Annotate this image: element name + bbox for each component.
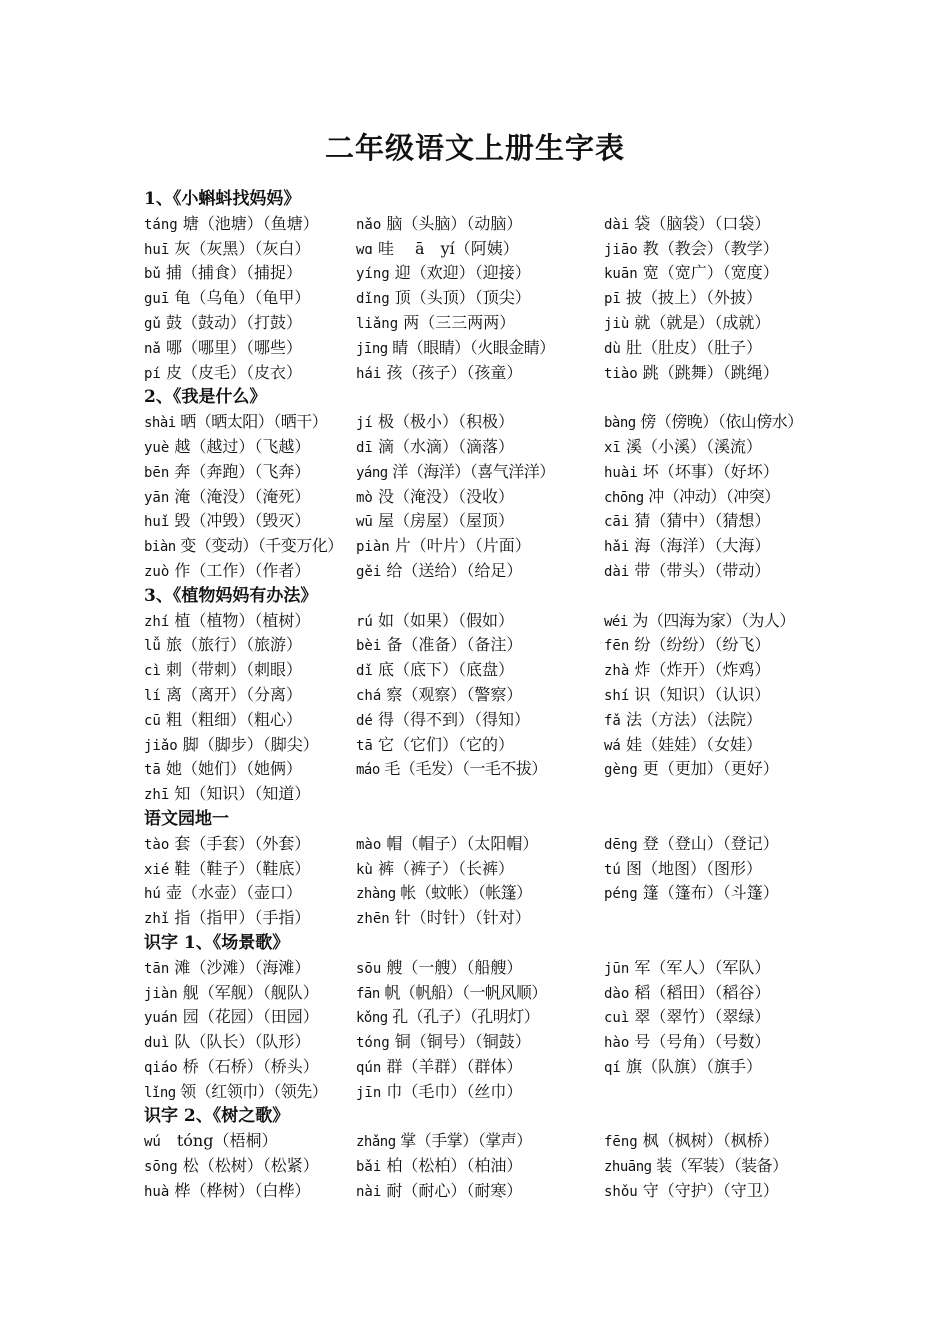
character-entry: rú 如（如果）（假如） xyxy=(356,610,514,630)
character-entry: jiāo 教（教会）（教学） xyxy=(604,238,779,258)
character-entry: jí 极（极小）（积极） xyxy=(356,412,514,432)
character-row xyxy=(144,1030,814,1055)
character-row xyxy=(144,733,814,758)
character-entry: xī 溪（小溪）（溪流） xyxy=(604,436,762,456)
character-entry: zhà 炸（炸开）（炸鸡） xyxy=(604,660,771,680)
character-entry: piàn 片（叶片）（片面） xyxy=(356,536,531,556)
character-entry: zhuāng 装（军装）（装备） xyxy=(604,1156,788,1176)
character-entry: dài 带（带头）（带动） xyxy=(604,560,771,580)
section-heading: 3、《植物妈妈有办法》 xyxy=(144,585,318,606)
character-row xyxy=(144,1154,814,1179)
character-entry: lí 离（离开）（分离） xyxy=(144,684,302,704)
character-entry: sōu 艘（一艘）（船艘） xyxy=(356,957,523,977)
character-entry: jiǎo 脚（脚步）（脚尖） xyxy=(144,734,319,754)
character-entry: tóng 铜（铜号）（铜鼓） xyxy=(356,1032,531,1052)
character-entry: yuán 园（花园）（田园） xyxy=(144,1007,319,1027)
character-entry: fēn 纷（纷纷）（纷飞） xyxy=(604,635,771,655)
character-entry: shài 晒（晒太阳）（晒干） xyxy=(144,412,328,432)
character-entry: bēn 奔（奔跑）（飞奔） xyxy=(144,461,311,481)
character-row xyxy=(144,336,814,361)
section-heading: 语文园地一 xyxy=(144,808,229,829)
character-entry: gěi 给（送给）（给足） xyxy=(356,560,523,580)
character-row xyxy=(144,757,814,782)
character-entry: dēng 登（登山）（登记） xyxy=(604,833,779,853)
character-row xyxy=(144,212,814,237)
character-entry: bèi 备（准备）（备注） xyxy=(356,635,523,655)
character-entry: liǎng 两（三三两两） xyxy=(356,312,516,332)
character-entry: tào 套（手套）（外套） xyxy=(144,833,311,853)
character-row xyxy=(144,509,814,534)
character-row xyxy=(144,559,814,584)
character-entry: máo 毛（毛发）（一毛不拔） xyxy=(356,759,547,779)
character-entry: biàn 变（变动）（千变万化） xyxy=(144,536,343,556)
character-entry: gèng 更（更加）（更好） xyxy=(604,759,779,779)
character-entry: wéi 为（四海为家）（为人） xyxy=(604,610,795,630)
character-entry: yíng 迎（欢迎）（迎接） xyxy=(356,263,531,283)
character-entry: guī 龟（乌龟）（龟甲） xyxy=(144,288,311,308)
character-entry: zhí 植（植物）（植树） xyxy=(144,610,311,630)
character-entry: wú tóng（梧桐） xyxy=(144,1131,278,1151)
character-entry: pī 披（披上）（外披） xyxy=(604,288,762,308)
character-entry: duì 队（队长）（队形） xyxy=(144,1032,311,1052)
character-row xyxy=(144,981,814,1006)
character-entry: kuān 宽（宽广）（宽度） xyxy=(604,263,779,283)
page-title: 二年级语文上册生字表 xyxy=(324,131,625,165)
character-entry: zhǐ 指（指甲）（手指） xyxy=(144,908,311,928)
character-entry: huà 桦（桦树）（白桦） xyxy=(144,1180,311,1200)
character-entry: zhǎng 掌（手掌）（掌声） xyxy=(356,1131,532,1151)
character-entry: nǎo 脑（头脑）（动脑） xyxy=(356,213,523,233)
character-entry: zhī 知（知识）（知道） xyxy=(144,784,311,804)
character-entry: tā 它（它们）（它的） xyxy=(356,734,514,754)
character-row xyxy=(144,832,814,857)
character-entry: cì 刺（带刺）（刺眼） xyxy=(144,660,302,680)
section-heading: 识字 1、《场景歌》 xyxy=(144,932,290,953)
character-entry: cāi 猜（猜中）（猜想） xyxy=(604,511,771,531)
character-entry: gǔ 鼓（鼓动）（打鼓） xyxy=(144,312,302,332)
character-row xyxy=(144,658,814,683)
character-entry: táng 塘（池塘）（鱼塘） xyxy=(144,213,319,233)
character-row xyxy=(144,435,814,460)
character-row xyxy=(144,857,814,882)
character-entry: péng 篷（篷布）（斗篷） xyxy=(604,883,779,903)
character-entry: yáng 洋（海洋）（喜气洋洋） xyxy=(356,461,555,481)
character-entry: qiáo 桥（石桥）（桥头） xyxy=(144,1056,319,1076)
character-entry: qí 旗（队旗）（旗手） xyxy=(604,1056,762,1076)
character-row xyxy=(144,1179,814,1204)
character-entry: dī 滴（水滴）（滴落） xyxy=(356,436,514,456)
character-row xyxy=(144,609,814,634)
section-heading: 识字 2、《树之歌》 xyxy=(144,1106,290,1127)
character-entry: lǚ 旅（旅行）（旅游） xyxy=(144,635,302,655)
character-row xyxy=(144,1055,814,1080)
character-row xyxy=(144,485,814,510)
character-entry: dù 肚（肚皮）（肚子） xyxy=(604,337,762,357)
character-row xyxy=(144,361,814,386)
character-entry: bǎi 柏（松柏）（柏油） xyxy=(356,1156,523,1176)
character-row xyxy=(144,1080,814,1105)
character-entry: hǎi 海（海洋）（大海） xyxy=(604,536,771,556)
character-entry: qún 群（羊群）（群体） xyxy=(356,1056,523,1076)
character-entry: huài 坏（坏事）（好坏） xyxy=(604,461,779,481)
character-row xyxy=(144,906,814,931)
character-entry: fǎ 法（方法）（法院） xyxy=(604,709,762,729)
character-row xyxy=(144,460,814,485)
character-entry: cuì 翠（翠竹）（翠绿） xyxy=(604,1007,771,1027)
character-row xyxy=(144,683,814,708)
character-entry: chá 察（观察）（警察） xyxy=(356,684,523,704)
character-entry: wá 娃（娃娃）（女娃） xyxy=(604,734,762,754)
character-row xyxy=(144,1005,814,1030)
character-entry: fēng 枫（枫树）（枫桥） xyxy=(604,1131,779,1151)
character-row xyxy=(144,410,814,435)
character-entry: zhēn 针（时针）（针对） xyxy=(356,908,531,928)
character-entry: xié 鞋（鞋子）（鞋底） xyxy=(144,858,311,878)
character-row xyxy=(144,534,814,559)
character-entry: wɑ 哇 ā yí（阿姨） xyxy=(356,238,519,258)
character-entry: fān 帆（帆船）（一帆风顺） xyxy=(356,982,547,1002)
character-entry: bàng 傍（傍晚）（依山傍水） xyxy=(604,412,803,432)
character-entry: dǐ 底（底下）（底盘） xyxy=(356,660,514,680)
character-entry: pí 皮（皮毛）（皮衣） xyxy=(144,362,302,382)
character-entry: jīn 巾（毛巾）（丝巾） xyxy=(356,1081,523,1101)
character-entry: jīng 睛（眼睛）（火眼金睛） xyxy=(356,337,555,357)
character-row xyxy=(144,881,814,906)
character-entry: jūn 军（军人）（军队） xyxy=(604,957,771,977)
character-entry: kù 裤（裤子）（长裤） xyxy=(356,858,514,878)
character-row xyxy=(144,1129,814,1154)
character-row xyxy=(144,633,814,658)
character-table xyxy=(144,187,814,1204)
character-entry: dài 袋（脑袋）（口袋） xyxy=(604,213,771,233)
character-entry: tú 图（地图）（图形） xyxy=(604,858,762,878)
character-entry: chōng 冲（冲动）（冲突） xyxy=(604,486,780,506)
character-entry: dé 得（得不到）（得知） xyxy=(356,709,530,729)
character-entry: hú 壶（水壶）（壶口） xyxy=(144,883,302,903)
character-entry: yuè 越（越过）（飞越） xyxy=(144,436,311,456)
character-entry: hái 孩（孩子）（孩童） xyxy=(356,362,523,382)
character-row xyxy=(144,261,814,286)
character-row xyxy=(144,782,814,807)
character-entry: tā 她（她们）（她俩） xyxy=(144,759,302,779)
character-entry: nài 耐（耐心）（耐寒） xyxy=(356,1180,523,1200)
character-row xyxy=(144,956,814,981)
character-entry: tiào 跳（跳舞）（跳绳） xyxy=(604,362,779,382)
character-row xyxy=(144,237,814,262)
character-entry: jiù 就（就是）（成就） xyxy=(604,312,771,332)
character-entry: zuò 作（工作）（作者） xyxy=(144,560,311,580)
character-row xyxy=(144,311,814,336)
character-entry: mào 帽（帽子）（太阳帽） xyxy=(356,833,539,853)
character-entry: tān 滩（沙滩）（海滩） xyxy=(144,957,311,977)
section-heading: 1、《小蝌蚪找妈妈》 xyxy=(144,189,301,209)
character-entry: lǐng 领（红领巾）（领先） xyxy=(144,1081,328,1101)
character-entry: cū 粗（粗细）（粗心） xyxy=(144,709,302,729)
character-entry: zhàng 帐（蚊帐）（帐篷） xyxy=(356,883,532,903)
character-entry: huǐ 毁（冲毁）（毁灭） xyxy=(144,511,311,531)
character-entry: hào 号（号角）（号数） xyxy=(604,1032,771,1052)
character-entry: wū 屋（房屋）（屋顶） xyxy=(356,511,514,531)
character-entry: bǔ 捕（捕食）（捕捉） xyxy=(144,263,302,283)
character-entry: shí 识（知识）（认识） xyxy=(604,684,771,704)
character-entry: huī 灰（灰黑）（灰白） xyxy=(144,238,311,258)
character-entry: shǒu 守（守护）（守卫） xyxy=(604,1180,779,1200)
character-row xyxy=(144,708,814,733)
character-entry: sōng 松（松树）（松紧） xyxy=(144,1156,319,1176)
character-entry: nǎ 哪（哪里）（哪些） xyxy=(144,337,302,357)
character-entry: jiàn 舰（军舰）（舰队） xyxy=(144,982,319,1002)
character-row xyxy=(144,286,814,311)
character-entry: yān 淹（淹没）（淹死） xyxy=(144,486,311,506)
character-entry: kǒng 孔（孔子）（孔明灯） xyxy=(356,1007,540,1027)
character-entry: dào 稻（稻田）（稻谷） xyxy=(604,982,771,1002)
character-entry: mò 没（淹没）（没收） xyxy=(356,486,514,506)
character-entry: dǐng 顶（头顶）（顶尖） xyxy=(356,288,531,308)
section-heading: 2、《我是什么》 xyxy=(144,387,267,408)
